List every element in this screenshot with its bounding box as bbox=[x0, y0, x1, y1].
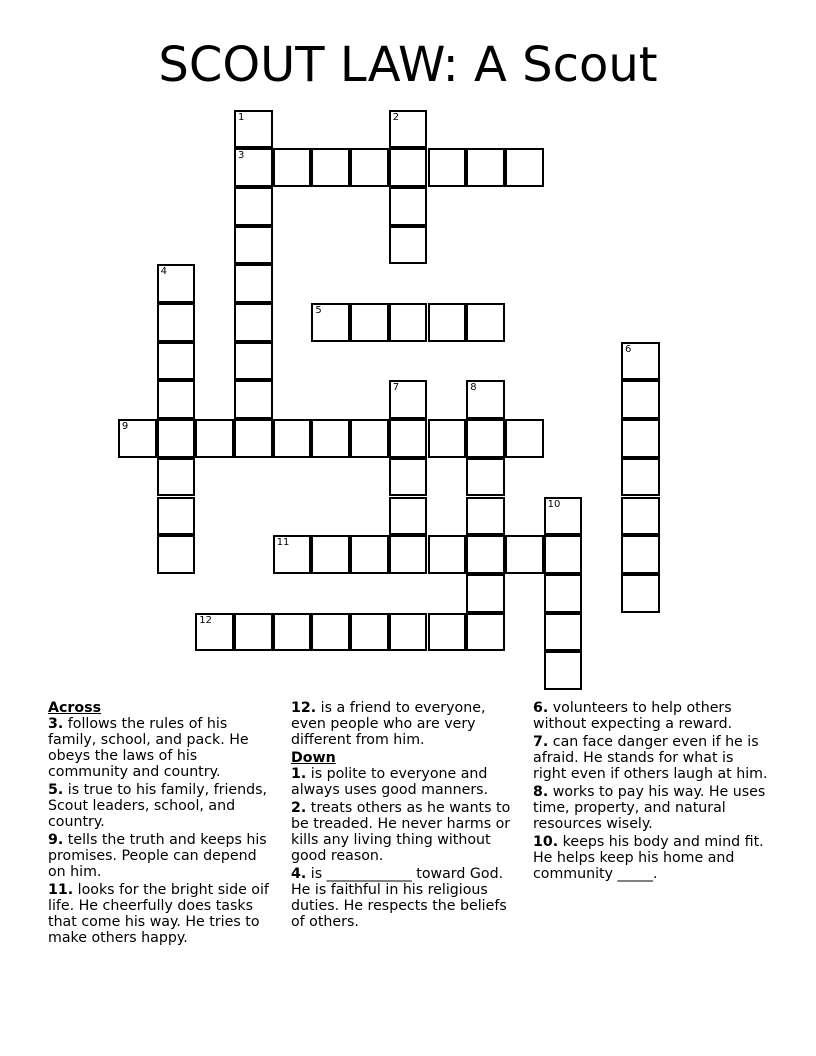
grid-cell[interactable] bbox=[350, 303, 389, 342]
grid-cell[interactable] bbox=[428, 613, 467, 652]
grid-cell[interactable] bbox=[195, 419, 234, 458]
grid-cell[interactable] bbox=[389, 613, 428, 652]
grid-cell[interactable] bbox=[389, 458, 428, 497]
grid-cell[interactable] bbox=[544, 535, 583, 574]
grid-cell[interactable] bbox=[311, 419, 350, 458]
grid-cell[interactable] bbox=[234, 187, 273, 226]
grid-cell[interactable] bbox=[350, 613, 389, 652]
grid-cell[interactable] bbox=[234, 226, 273, 265]
grid-cell[interactable] bbox=[621, 458, 660, 497]
grid-cell[interactable] bbox=[428, 419, 467, 458]
grid-cell[interactable] bbox=[234, 419, 273, 458]
clue-number: 11 bbox=[276, 537, 290, 549]
grid-cell[interactable] bbox=[195, 613, 234, 652]
grid-cell[interactable] bbox=[234, 613, 273, 652]
grid-cell[interactable] bbox=[505, 419, 544, 458]
grid-cell[interactable] bbox=[389, 110, 428, 149]
clue-number: 1 bbox=[238, 111, 245, 123]
grid-cell[interactable] bbox=[389, 226, 428, 265]
clue-down-10: 10. keeps his body and mind fit. He helps keep his home and community _____. bbox=[533, 834, 764, 882]
grid-cell[interactable] bbox=[466, 535, 505, 574]
clue-number: 9 bbox=[121, 421, 129, 433]
grid-cell[interactable] bbox=[466, 380, 505, 419]
down-heading: Down bbox=[291, 750, 336, 766]
clue-across-3: 3. follows the rules of his family, school, and pack. He obeys the laws of his community and country. bbox=[48, 716, 249, 780]
clue-number: 6 bbox=[625, 343, 632, 355]
grid-cell[interactable] bbox=[621, 342, 660, 381]
grid-cell[interactable] bbox=[544, 651, 583, 690]
grid-cell[interactable] bbox=[389, 380, 428, 419]
page-title: SCOUT LAW: A Scout bbox=[158, 37, 658, 93]
clue-down-7: 7. can face danger even if he is afraid. He stands for what is right even if others laugh at him. bbox=[533, 734, 768, 782]
grid-cell[interactable] bbox=[273, 535, 312, 574]
clue-across-5: 5. is true to his family, friends, Scout leaders, school, and country. bbox=[48, 782, 268, 830]
clue-down-1: 1. is polite to everyone and always uses good manners. bbox=[291, 766, 489, 798]
clue-down-2: 2. treats others as he wants to be treaded. He never harms or kills any living thing without good reason. bbox=[291, 800, 511, 864]
grid-cell[interactable] bbox=[118, 419, 157, 458]
clue-number: 10 bbox=[547, 498, 561, 510]
clue-across-11: 11. looks for the bright side oif life. He cheerfully does tasks that come his way. He tries to make others happy. bbox=[48, 882, 269, 946]
clue-column-3 bbox=[533, 700, 771, 884]
grid-cell[interactable] bbox=[389, 303, 428, 342]
grid-cell[interactable] bbox=[350, 535, 389, 574]
grid-cell[interactable] bbox=[389, 148, 428, 187]
grid-cell[interactable] bbox=[311, 535, 350, 574]
grid-cell[interactable] bbox=[157, 303, 196, 342]
grid-cell[interactable] bbox=[234, 303, 273, 342]
grid-cell[interactable] bbox=[389, 535, 428, 574]
grid-cell[interactable] bbox=[466, 574, 505, 613]
grid-cell[interactable] bbox=[311, 148, 350, 187]
grid-cell[interactable] bbox=[273, 613, 312, 652]
grid-cell[interactable] bbox=[234, 342, 273, 381]
grid-cell[interactable] bbox=[505, 148, 544, 187]
grid-cell[interactable] bbox=[273, 419, 312, 458]
clue-column-1 bbox=[48, 700, 276, 948]
grid-cell[interactable] bbox=[234, 148, 273, 187]
grid-cell[interactable] bbox=[544, 574, 583, 613]
grid-cell[interactable] bbox=[621, 535, 660, 574]
grid-cell[interactable] bbox=[234, 264, 273, 303]
grid-cell[interactable] bbox=[157, 419, 196, 458]
grid-cell[interactable] bbox=[505, 535, 544, 574]
grid-cell[interactable] bbox=[389, 187, 428, 226]
grid-cell[interactable] bbox=[157, 535, 196, 574]
clue-number: 2 bbox=[392, 111, 400, 123]
clue-number: 8 bbox=[470, 382, 477, 394]
clue-across-12: 12. is a friend to everyone, even people who are very different from him. bbox=[291, 700, 486, 748]
clue-down-6: 6. volunteers to help others without expecting a reward. bbox=[533, 700, 733, 732]
grid-cell[interactable] bbox=[350, 419, 389, 458]
grid-cell[interactable] bbox=[466, 613, 505, 652]
across-heading: Across bbox=[48, 700, 102, 716]
grid-cell[interactable] bbox=[389, 419, 428, 458]
grid-cell[interactable] bbox=[350, 148, 389, 187]
grid-cell[interactable] bbox=[621, 497, 660, 536]
clue-number: 5 bbox=[315, 305, 322, 316]
grid-cell[interactable] bbox=[544, 497, 583, 536]
grid-cell[interactable] bbox=[621, 419, 660, 458]
clue-column-2 bbox=[291, 700, 521, 932]
clue-across-9: 9. tells the truth and keeps his promises. People can depend on him. bbox=[48, 832, 267, 880]
grid-cell[interactable] bbox=[544, 613, 583, 652]
grid-cell[interactable] bbox=[466, 458, 505, 497]
grid-cell[interactable] bbox=[157, 458, 196, 497]
grid-cell[interactable] bbox=[311, 303, 350, 342]
clue-down-4: 4. is ____________ toward God. He is faithful in his religious duties. He respects the beliefs of others. bbox=[291, 866, 507, 930]
grid-cell[interactable] bbox=[428, 148, 467, 187]
clue-number: 4 bbox=[160, 266, 167, 278]
clue-number: 12 bbox=[199, 614, 213, 626]
grid-cell[interactable] bbox=[466, 419, 505, 458]
clue-number: 3 bbox=[238, 150, 245, 162]
grid-cell[interactable] bbox=[311, 613, 350, 652]
grid-cell[interactable] bbox=[428, 535, 467, 574]
grid-cell[interactable] bbox=[428, 303, 467, 342]
grid-cell[interactable] bbox=[621, 574, 660, 613]
grid-cell[interactable] bbox=[234, 380, 273, 419]
grid-cell[interactable] bbox=[466, 148, 505, 187]
clue-down-8: 8. works to pay his way. He uses time, property, and natural resources wisely. bbox=[533, 784, 766, 832]
grid-cell[interactable] bbox=[466, 497, 505, 536]
grid-cell[interactable] bbox=[157, 497, 196, 536]
grid-cell[interactable] bbox=[621, 380, 660, 419]
grid-cell[interactable] bbox=[157, 264, 196, 303]
grid-cell[interactable] bbox=[273, 148, 312, 187]
grid-cell[interactable] bbox=[234, 110, 273, 149]
grid-cell[interactable] bbox=[389, 497, 428, 536]
grid-cell[interactable] bbox=[466, 303, 505, 342]
grid-cell[interactable] bbox=[157, 342, 196, 381]
grid-cell[interactable] bbox=[157, 380, 196, 419]
clue-number: 7 bbox=[392, 382, 400, 394]
